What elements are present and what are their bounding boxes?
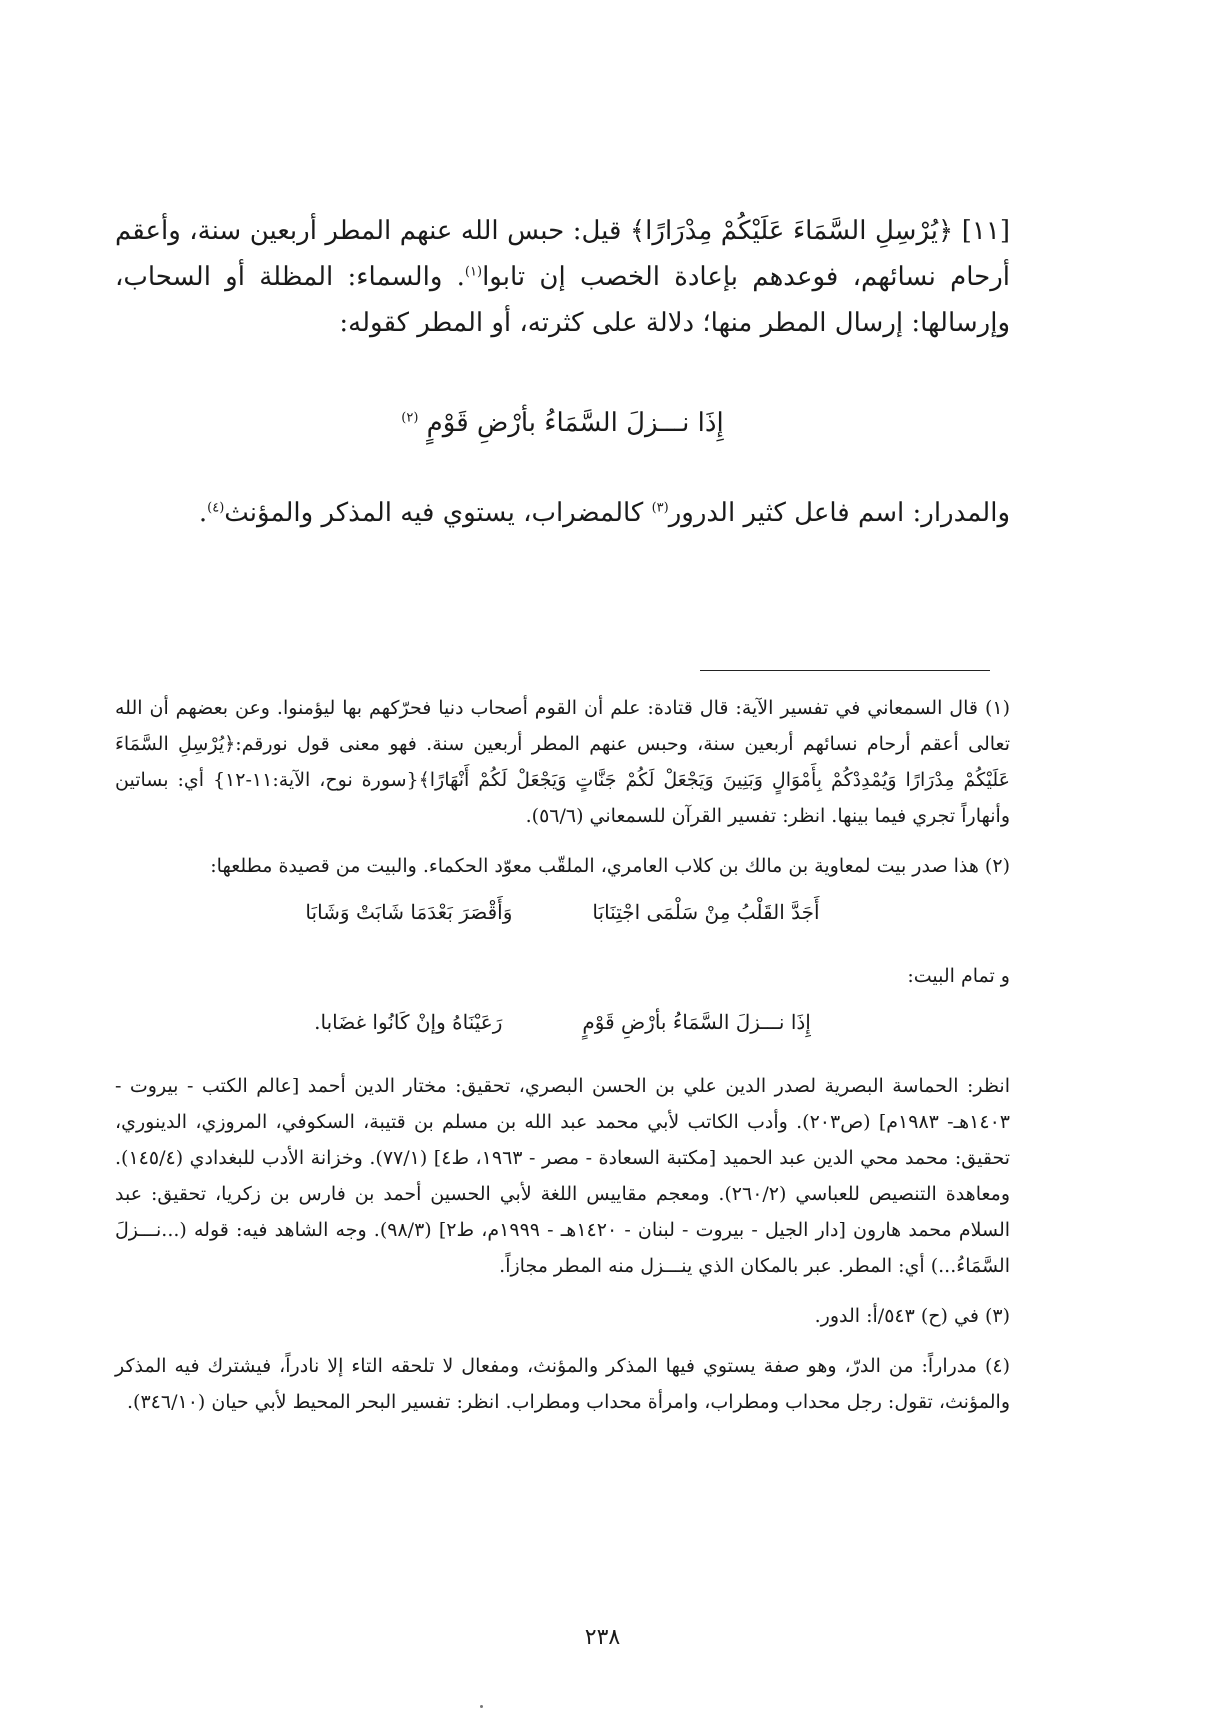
paragraph-1-text: [١١] ﴿يُرْسِلِ السَّمَاءَ عَلَيْكُمْ مِدْرَارًا﴾ قيل: حبس الله عنهم المطر أربعين سنة، وأعقم أرحام نسائهم، فوعدهم بإعادة الخصب إن تابوا (115, 216, 1011, 292)
page-number: ٢٣٨ (584, 1625, 621, 1650)
paragraph-2-mid: كالمضراب، يستوي فيه المذكر والمؤنث (224, 498, 652, 528)
footnote-1: (١) قال السمعاني في تفسير الآية: قال قتادة: علم أن القوم أصحاب دنيا فحرّكهم بها ليؤمنوا. وعن بعضهم أن الله تعالى أعقم أرحام نسائهم أربعين سنة، وحبس عنهم المطر أربعين سنة. فهو معنى قول نورقم:﴿يُرْسِلِ السَّمَاءَ عَلَيْكُمْ مِدْرَارًا وَيُمْدِدْكُمْ بِأَمْوَالٍ وَبَنِينَ وَيَجْعَلْ لَكُمْ جَنَّاتٍ وَيَجْعَلْ لَكُمْ أَنْهَارًا﴾{سورة نوح، الآية:١١-١٢} أي: بساتين وأنهاراً تجري فيما بينها. انظر: تفسير القرآن للسمعاني (٥٦/٦). (115, 697, 1011, 827)
verse-text: إِذَا نـــزلَ السَّمَاءُ بأرْضِ قَوْمٍ (426, 408, 724, 438)
couplet-1 (115, 894, 1010, 930)
couplet-1-second-hemistich: وَأَقْصَرَ بَعْدَمَا شَابَتْ وَشَابَا (305, 900, 513, 924)
scan-dot (480, 1705, 483, 1708)
main-paragraph-2 (115, 490, 1010, 536)
paragraph-2-end: . (198, 498, 208, 528)
footnotes (115, 690, 1010, 1434)
footnote-2: (٢) هذا صدر بيت لمعاوية بن مالك بن كلاب العامري، الملقّب معوّد الحكماء. والبيت من قصيدة مطلعها: (210, 855, 1010, 877)
footnote-ref-1[interactable]: (١) (464, 264, 483, 280)
couplet-2 (115, 1004, 1010, 1040)
couplet-2-second-hemistich: رَعَيْنَاهُ وإنْ كَانُوا غضَابا. (314, 1010, 503, 1034)
paragraph-1-end: . والسماء: المظلة أو السحاب، وإرسالها: إرسال المطر منها؛ دلالة على كثرته، أو المطر كقوله: (115, 262, 1010, 338)
paragraph-2-text: والمدرار: اسم فاعل كثير الدرور (668, 498, 1010, 528)
footnote-ref-2[interactable]: (٢) (401, 410, 419, 426)
footnote-ref-3[interactable]: (٣) (651, 500, 669, 516)
main-paragraph-1 (115, 208, 1010, 346)
footnote-ref-4[interactable]: (٤) (207, 500, 225, 516)
footnote-4: (٤) مدراراً: من الدرّ، وهو صفة يستوي فيها المذكر والمؤنث، ومفعال لا تلحقه التاء إلا نادراً، فيشترك فيه المذكر والمؤنث، تقول: رجل محداب ومطراب، وامرأة محداب ومطراب. انظر: تفسير البحر المحيط لأبي حيان (٣٤٦/١٠). (115, 1355, 1010, 1413)
couplet-1-first-hemistich: أَجَدَّ القَلْبُ مِنْ سَلْمَى اجْتِنَابَا (592, 900, 820, 924)
main-text (115, 208, 1010, 346)
footnote-2-sources: انظر: الحماسة البصرية لصدر الدين علي بن الحسن البصري، تحقيق: مختار الدين أحمد [عالم الكتب - بيروت - ١٤٠٣هـ- ١٩٨٣م] (ص٢٠٣). وأدب الكاتب لأبي محمد عبد الله بن مسلم بن قتيبة، السكوفي، المروزي، الدينوري، تحقيق: محمد محي الدين عبد الحميد [مكتبة السعادة - مصر - ١٩٦٣، ط٤] (٧٧/١). وخزانة الأدب للبغدادي (١٤٥/٤). ومعاهدة التنصيص للعباسي (٢٦٠/٢). ومعجم مقاييس اللغة لأبي الحسين أحمد بن فارس بن زكريا، تحقيق: عبد السلام محمد هارون [دار الجيل - بيروت - لبنان - ١٤٢٠هـ - ١٩٩٩م، ط٢] (٩٨/٣). وجه الشاهد فيه: قوله (...نـــزلَ السَّمَاءُ...) أي: المطر. عبر بالمكان الذي ينـــزل منه المطر مجازاً. (115, 1075, 1011, 1277)
footnote-3: (٣) في (ح) ٥٤٣/أ: الدور. (814, 1305, 1010, 1327)
couplet-2-first-hemistich: إِذَا نـــزلَ السَّمَاءُ بأرْضِ قَوْمٍ (582, 1010, 811, 1034)
footnote-separator (700, 670, 990, 671)
quoted-verse (115, 408, 1010, 438)
full-verse-label: و تمام البيت: (907, 965, 1010, 987)
